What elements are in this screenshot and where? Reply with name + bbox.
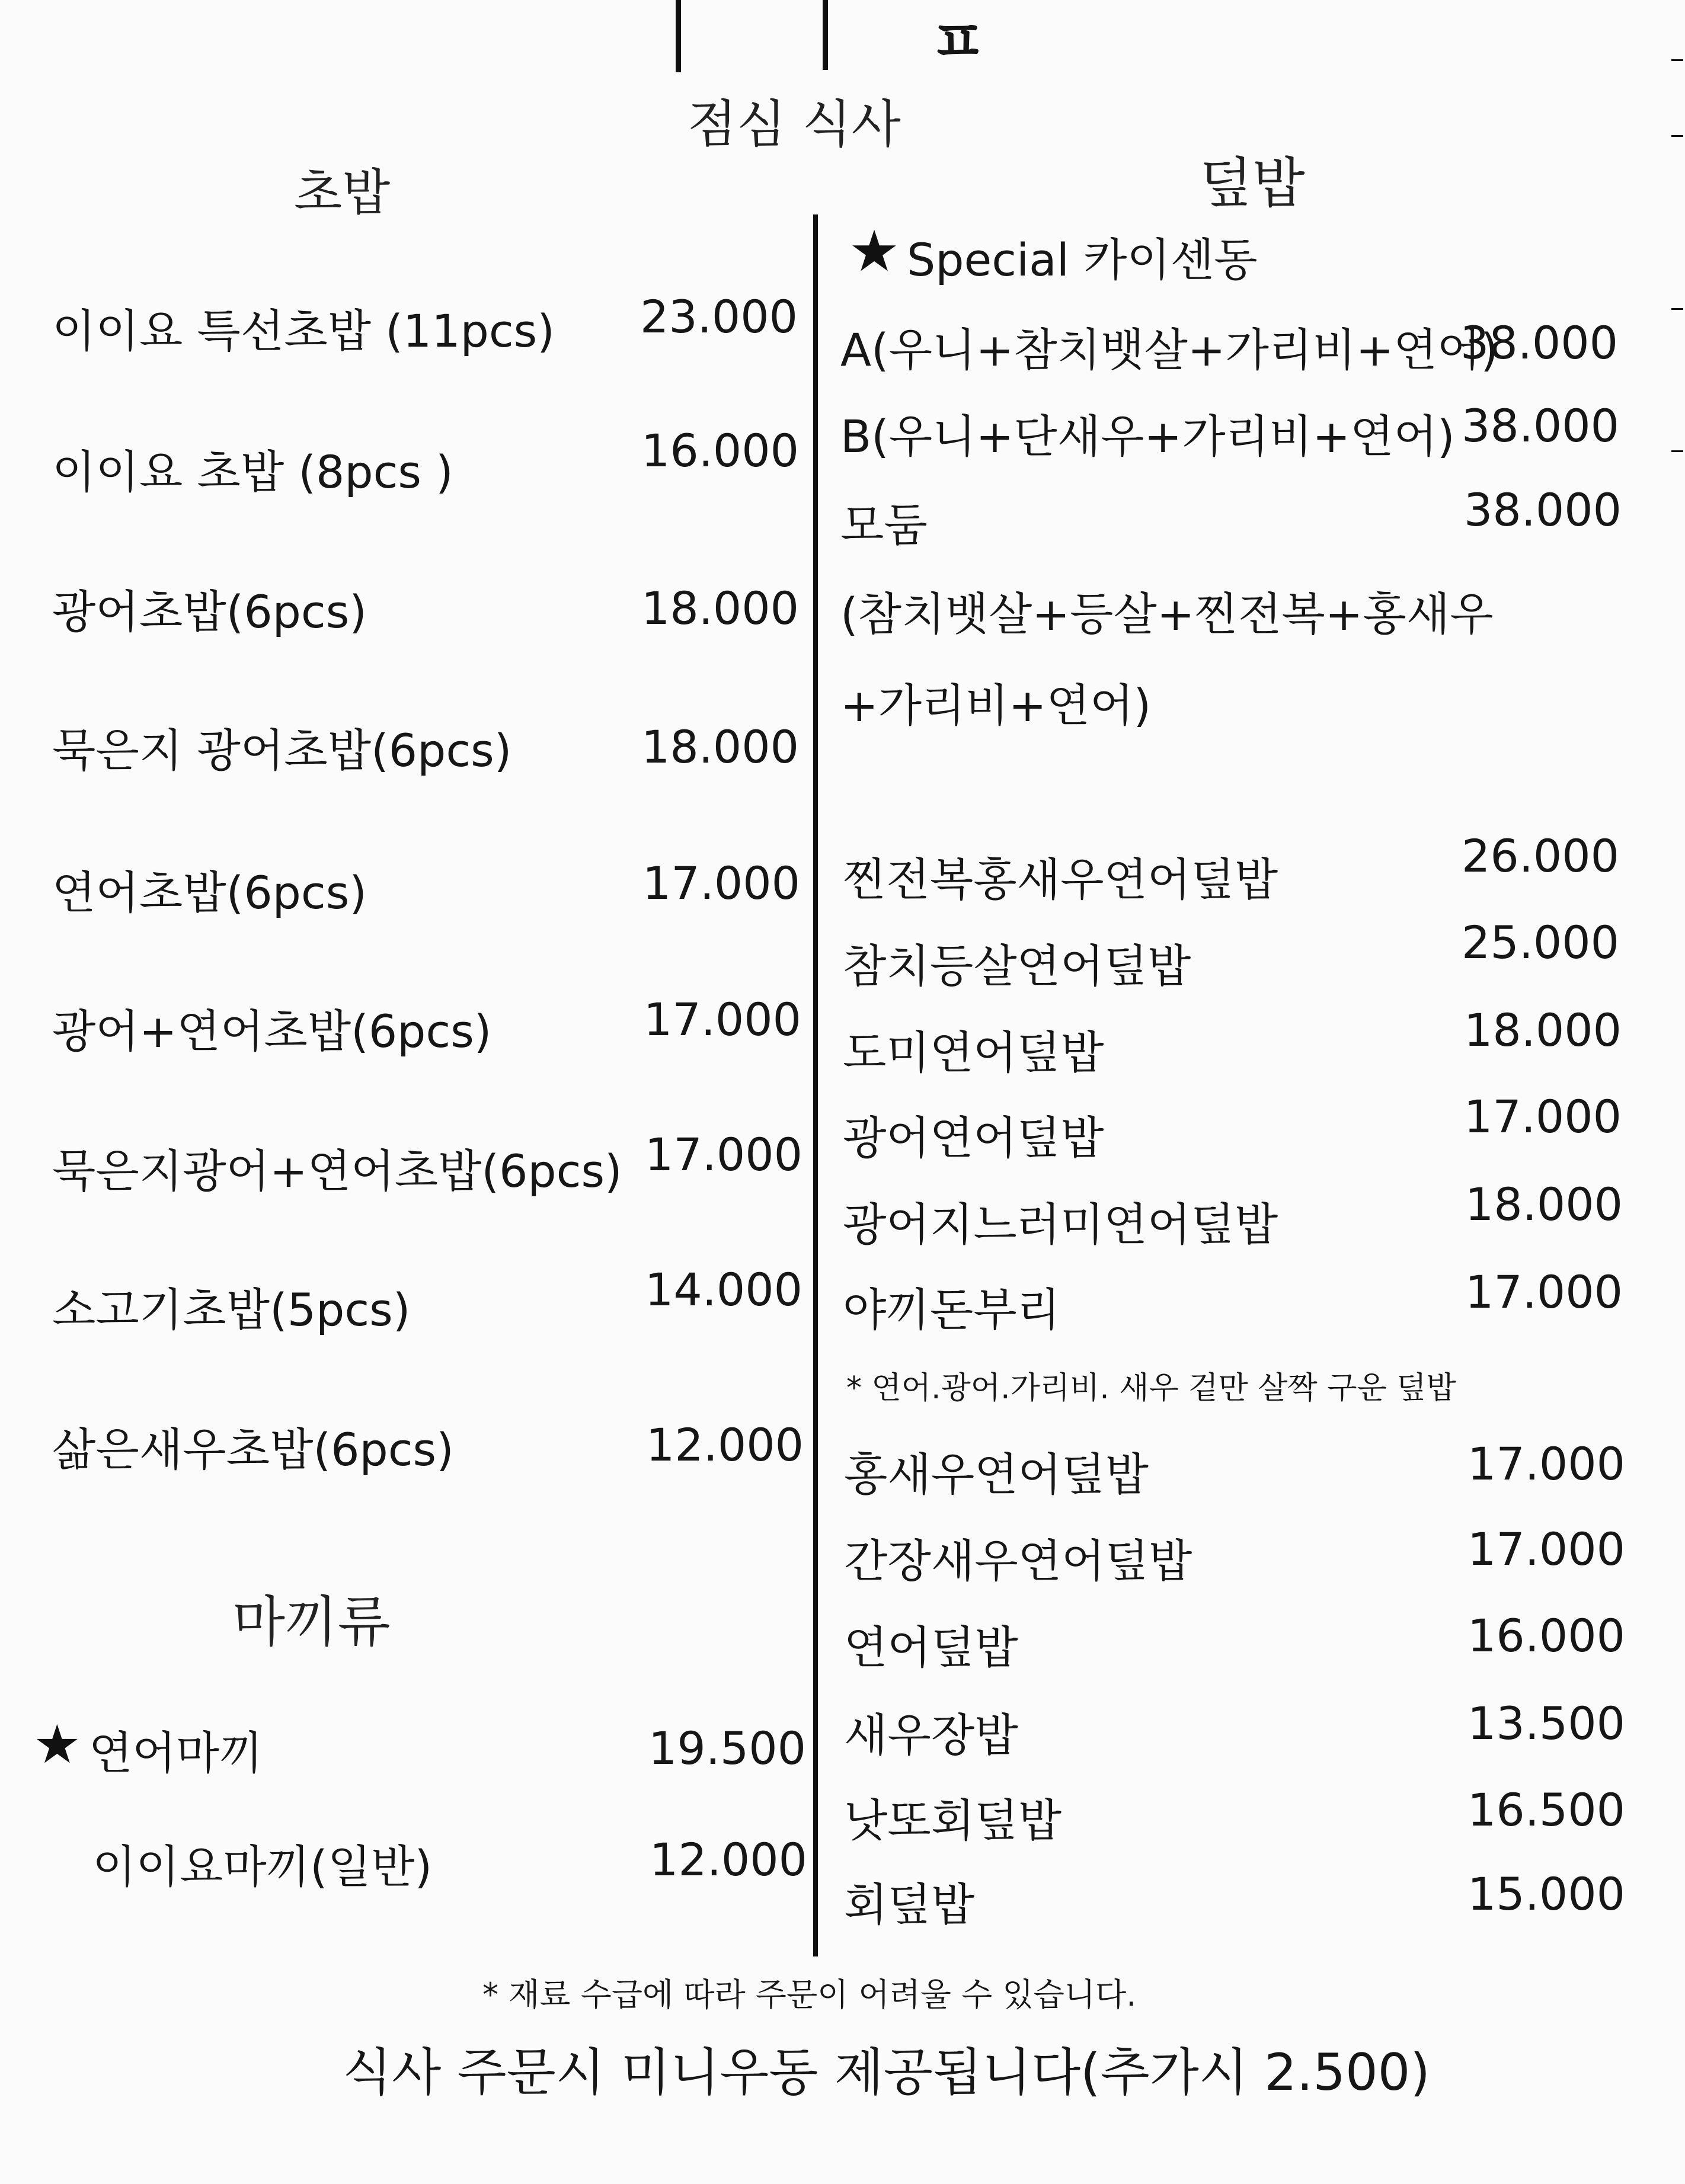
menu-item-price: 38.000 xyxy=(1460,316,1618,369)
menu-item-name: 묵은지 광어초밥(6pcs) xyxy=(52,724,512,777)
menu-item-price: 18.000 xyxy=(1465,1178,1623,1231)
column-divider xyxy=(813,214,818,1956)
menu-item-price: 25.000 xyxy=(1462,916,1619,969)
top-bar-left xyxy=(676,0,681,72)
page-title: 점심 식사 xyxy=(688,95,901,154)
menu-item-price: 12.000 xyxy=(646,1418,804,1471)
menu-item-price: 16.500 xyxy=(1467,1783,1625,1836)
menu-item-name: 연어초밥(6pcs) xyxy=(52,866,367,919)
menu-item-name: 이이요 초밥 (8pcs ) xyxy=(52,446,453,498)
star-icon: ★ xyxy=(849,218,900,284)
menu-item-name: 연어덮밥 xyxy=(844,1621,1018,1674)
special-description: +가리비+연어) xyxy=(840,679,1152,732)
menu-item-price: 26.000 xyxy=(1462,830,1619,882)
menu-item-price: 17.000 xyxy=(1467,1523,1625,1575)
supply-note: * 재료 수급에 따라 주문이 어려울 수 있습니다. xyxy=(482,1976,1137,2013)
menu-item-price: 13.500 xyxy=(1467,1697,1625,1750)
menu-item-name: 연어마끼 xyxy=(89,1727,263,1779)
menu-item-name: 광어+연어초밥(6pcs) xyxy=(52,1005,492,1058)
menu-item-price: 17.000 xyxy=(642,857,800,910)
menu-item-name: 광어초밥(6pcs) xyxy=(52,585,367,638)
special-description: (참치뱃살+등살+찐전복+홍새우 xyxy=(840,588,1494,641)
menu-item-price: 17.000 xyxy=(1467,1437,1625,1490)
menu-item-name: 도미연어덮밥 xyxy=(843,1026,1104,1079)
menu-item-name: 야끼돈부리 xyxy=(843,1283,1061,1336)
menu-item-name: 새우장밥 xyxy=(844,1709,1018,1762)
page-edge-tick xyxy=(1671,450,1683,452)
menu-item-price: 17.000 xyxy=(1464,1090,1622,1143)
menu-item-name: 이이요마끼(일반) xyxy=(92,1840,433,1893)
special-title: Special 카이센동 xyxy=(907,233,1258,286)
menu-item-price: 12.000 xyxy=(650,1833,807,1886)
menu-item-price: 23.000 xyxy=(640,290,798,343)
menu-item-price: 17.000 xyxy=(644,993,801,1046)
menu-item-price: 38.000 xyxy=(1462,399,1619,452)
udon-notice: 식사 주문시 미니우동 제공됩니다(추가시 2.500) xyxy=(343,2043,1430,2102)
page-edge-tick xyxy=(1671,135,1683,137)
menu-item-price: 18.000 xyxy=(641,720,799,773)
section-title-maki: 마끼류 xyxy=(232,1590,391,1654)
menu-item-price: 18.000 xyxy=(1464,1004,1622,1056)
menu-item-price: 17.000 xyxy=(645,1128,802,1181)
menu-item-name: 이이요 특선초밥 (11pcs) xyxy=(52,305,555,357)
menu-item-price: 14.000 xyxy=(645,1263,802,1316)
menu-item-name: 간장새우연어덮밥 xyxy=(844,1535,1192,1587)
menu-item-name: 광어연어덮밥 xyxy=(843,1112,1104,1164)
menu-item-name: 홍새우연어덮밥 xyxy=(844,1448,1149,1501)
menu-item-name: 묵은지광어+연어초밥(6pcs) xyxy=(52,1145,622,1197)
menu-item-name: 소고기초밥(5pcs) xyxy=(52,1283,411,1336)
section-title-sushi: 초밥 xyxy=(294,164,391,222)
menu-item-price: 19.500 xyxy=(648,1722,806,1775)
menu-item-name: 낫또회덮밥 xyxy=(844,1794,1062,1847)
top-symbol: ㅍ xyxy=(929,7,987,76)
star-icon: ★ xyxy=(33,1714,81,1776)
menu-item-name: 광어지느러미연어덮밥 xyxy=(843,1198,1278,1251)
page-edge-tick xyxy=(1671,59,1683,61)
menu-item-name: 모둠 xyxy=(840,499,928,552)
menu-item-name: 참치등살연어덮밥 xyxy=(843,940,1191,992)
menu-item-name: 삶은새우초밥(6pcs) xyxy=(52,1423,454,1476)
menu-item-price: 17.000 xyxy=(1465,1266,1623,1318)
menu-item-name: 찐전복홍새우연어덮밥 xyxy=(843,853,1278,906)
menu-item-name: B(우니+단새우+가리비+연어) xyxy=(840,410,1455,463)
menu-item-price: 38.000 xyxy=(1464,483,1622,536)
section-title-donburi: 덮밥 xyxy=(1200,152,1305,215)
menu-item-name: A(우니+참치뱃살+가리비+연어) xyxy=(840,324,1498,376)
menu-item-price: 15.000 xyxy=(1467,1868,1625,1920)
menu-item-name: 회덮밥 xyxy=(844,1878,975,1931)
menu-item-price: 16.000 xyxy=(641,424,799,477)
grill-note: * 연어.광어.가리비. 새우 겉만 살짝 구운 덮밥 xyxy=(846,1370,1456,1406)
page-edge-tick xyxy=(1671,308,1683,310)
top-bar-right xyxy=(823,0,828,70)
menu-item-price: 18.000 xyxy=(641,582,799,635)
menu-item-price: 16.000 xyxy=(1467,1609,1625,1662)
